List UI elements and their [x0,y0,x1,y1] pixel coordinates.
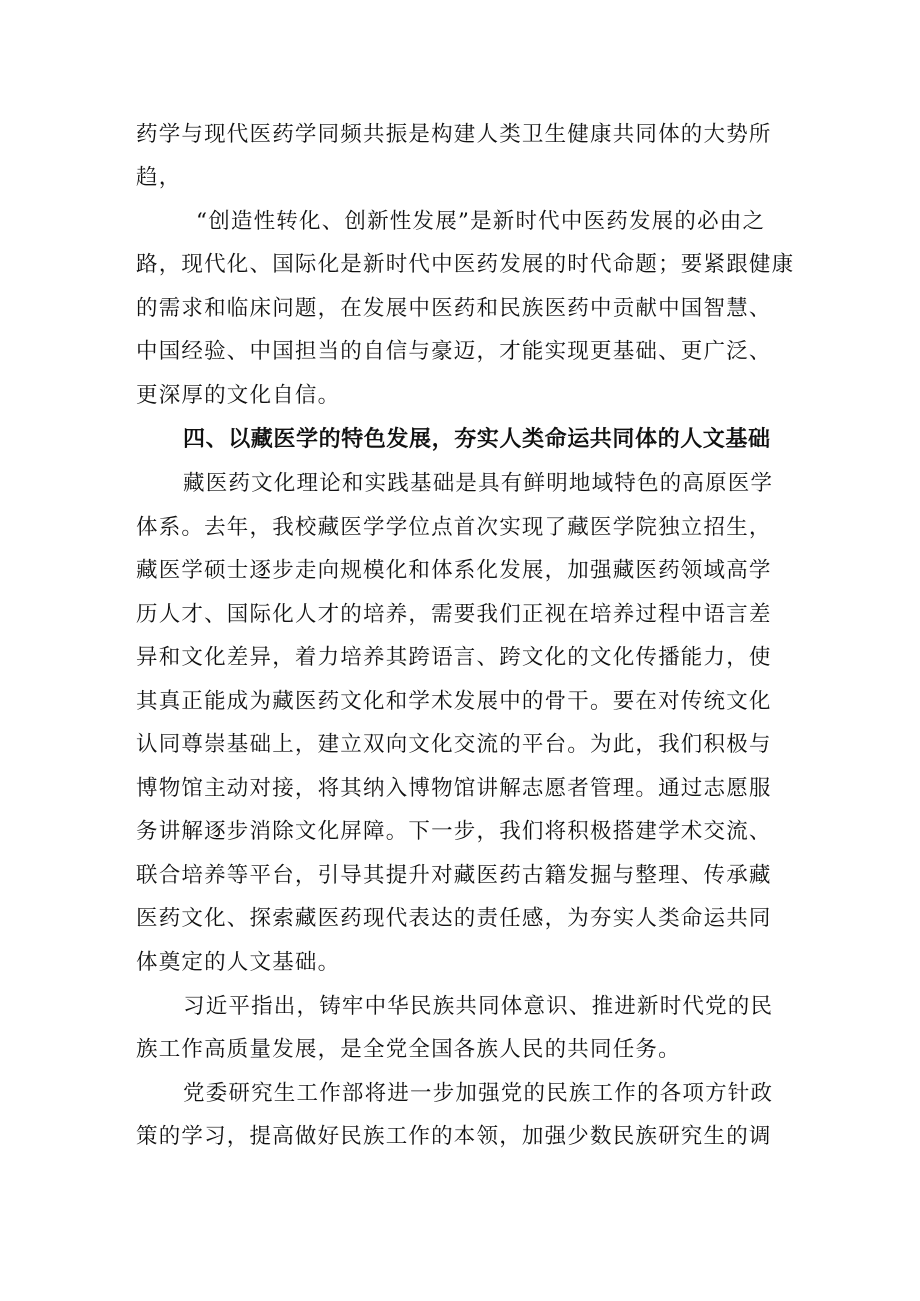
body-text-line: 中国经验、中国担当的自信与豪迈，才能实现更基础、更广泛、 [136,339,772,364]
body-text-line: 族工作高质量发展，是全党全国各族人民的共同任务。 [136,1037,681,1062]
body-text-line: 博物馆主动对接，将其纳入博物馆讲解志愿者管理。通过志愿服 [136,776,772,801]
section-heading: 四、以藏医学的特色发展，夯实人类命运共同体的人文基础 [183,427,771,452]
paragraph-first-line: “创造性转化、创新性发展”是新时代中医药发展的必由之 [196,209,766,234]
body-text-line: 体系。去年，我校藏医学学位点首次实现了藏医学院独立招生， [136,515,772,540]
body-text-line: 联合培养等平台，引导其提升对藏医药古籍发掘与整理、传承藏 [136,863,772,888]
body-text-line: 趋， [136,165,182,190]
body-text-line: 藏医学硕士逐步走向规模化和体系化发展，加强藏医药领域高学 [136,558,772,583]
body-text-line: 路，现代化、国际化是新时代中医药发展的时代命题；要紧跟健康 [136,252,795,277]
body-text-line: 医药文化、探索藏医药现代表达的责任感，为夯实人类命运共同 [136,906,772,931]
body-text-line: 异和文化差异，着力培养其跨语言、跨文化的文化传播能力，使 [136,645,772,670]
body-text-line: 历人才、国际化人才的培养，需要我们正视在培养过程中语言差 [136,602,772,627]
body-text-line: 的需求和临床问题，在发展中医药和民族医药中贡献中国智慧、 [136,296,772,321]
body-text-line: 药学与现代医药学同频共振是构建人类卫生健康共同体的大势所 [136,122,772,147]
body-text-line: 更深厚的文化自信。 [136,383,341,408]
body-text-line: 体奠定的人文基础。 [136,950,341,975]
body-text-line: 其真正能成为藏医药文化和学术发展中的骨干。要在对传统文化 [136,689,772,714]
body-text-line: 务讲解逐步消除文化屏障。下一步，我们将积极搭建学术交流、 [136,819,772,844]
paragraph-first-line: 习近平指出，铸牢中华民族共同体意识、推进新时代党的民 [183,994,774,1019]
paragraph-first-line: 党委研究生工作部将进一步加强党的民族工作的各项方针政 [183,1081,774,1106]
paragraph-first-line: 藏医药文化理论和实践基础是具有鲜明地域特色的高原医学 [183,471,774,496]
body-text-line: 认同尊崇基础上，建立双向文化交流的平台。为此，我们积极与 [136,732,772,757]
body-text-line: 策的学习，提高做好民族工作的本领，加强少数民族研究生的调 [136,1124,772,1149]
